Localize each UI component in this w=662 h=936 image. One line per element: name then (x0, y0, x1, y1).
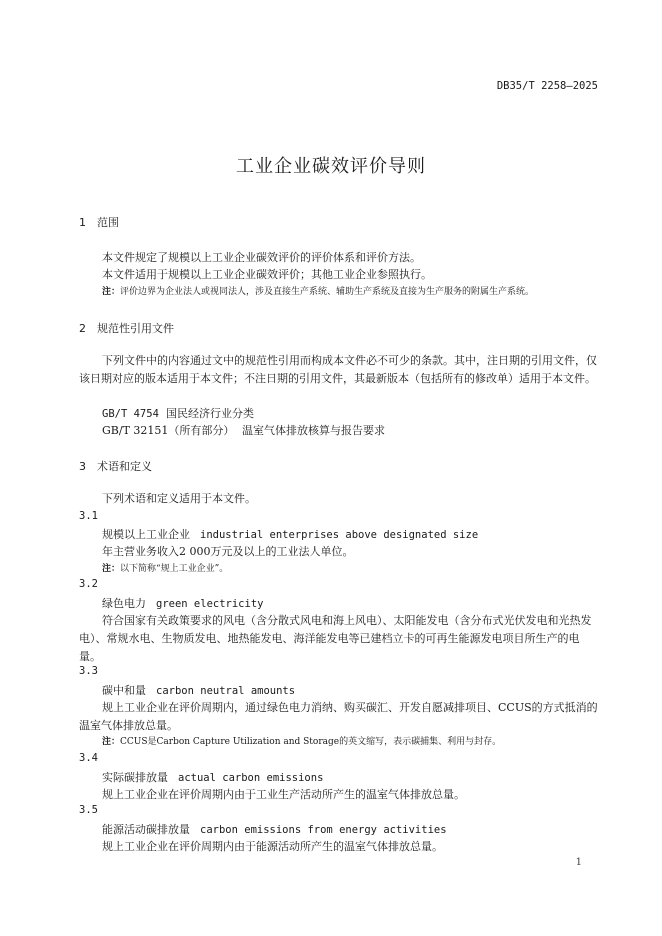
note-label: 注： (102, 287, 121, 297)
section-2-heading (79, 320, 174, 336)
term-number: 3.2 (79, 578, 98, 590)
term-zh: 绿色电力 (102, 597, 146, 610)
term-heading (102, 821, 447, 839)
note-label: 注： (102, 564, 121, 574)
term-en: carbon emissions from energy activities (200, 824, 447, 836)
term-zh: 实际碳排放量 (102, 771, 168, 784)
reference-title: 温室气体排放核算与报告要求 (242, 424, 385, 437)
document-number: DB35/T 2258—2025 (496, 80, 598, 92)
term-en: carbon neutral amounts (156, 685, 296, 697)
term-definition: 规上工业企业在评价周期内，通过绿色电力消纳、购买碳汇、开发自愿减排项目、CCUS的方式抵消的温室气体排放总量。 (79, 701, 598, 732)
term-definition: 年主营业务收入2 000万元及以上的工业法人单位。 (102, 545, 354, 558)
reference-code: GB/T 32151（所有部分） (102, 424, 235, 437)
term-zh: 能源活动碳排放量 (102, 823, 190, 836)
term-zh: 规模以上工业企业 (102, 528, 190, 541)
note-text: 评价边界为企业法人或视同法人，涉及直接生产系统、辅助生产系统及直接为生产服务的附属生产系统。 (120, 287, 535, 297)
term-definition: 符合国家有关政策要求的风电（含分散式风电和海上风电）、太阳能发电（含分布式光伏发电和光热发电）、常规水电、生物质发电、地热能发电、海洋能发电等已建档立卡的可再生能源发电项目所生产的电量。 (79, 614, 592, 663)
note (102, 735, 501, 749)
term-en: green electricity (156, 598, 264, 610)
term-en: industrial enterprises above designated size (200, 529, 479, 541)
term-heading (102, 595, 263, 613)
reference-code: GB/T 4754 (102, 408, 159, 420)
term-definition: 规上工业企业在评价周期内由于能源活动所产生的温室气体排放总量。 (102, 840, 443, 853)
section-title: 规范性引用文件 (97, 322, 174, 335)
paragraph: 本文件适用于规模以上工业企业碳效评价；其他工业企业参照执行。 (102, 268, 432, 281)
term-heading (102, 526, 478, 544)
section-title: 范围 (97, 216, 119, 229)
reference-item (102, 422, 385, 440)
note-text: CCUS是Carbon Capture Utilization and Storage的英文缩写，表示碳捕集、利用与封存。 (120, 737, 502, 747)
term-number: 3.1 (79, 510, 98, 522)
term-number: 3.4 (79, 752, 98, 764)
section-number: 3 (79, 460, 86, 473)
section-number: 1 (79, 216, 86, 229)
term-en: actual carbon emissions (178, 772, 324, 784)
reference-item (102, 405, 254, 423)
note-text: 以下简称“规上工业企业”。 (120, 564, 229, 574)
note (102, 562, 228, 576)
term-zh: 碳中和量 (102, 684, 146, 697)
paragraph: 下列文件中的内容通过文中的规范性引用而构成本文件必不可少的条款。其中，注日期的引用文件，仅该日期对应的版本适用于本文件；不注日期的引用文件，其最新版本（包括所有的修改单）适用于本文件。 (79, 354, 597, 385)
document-title: 工业企业碳效评价导则 (236, 156, 426, 177)
paragraph: 本文件规定了规模以上工业企业碳效评价的评价体系和评价方法。 (102, 251, 421, 264)
term-heading (102, 682, 295, 700)
term-heading (102, 769, 323, 787)
term-number: 3.5 (79, 804, 98, 816)
note (102, 285, 534, 299)
reference-title: 国民经济行业分类 (166, 407, 254, 420)
section-1-heading (79, 214, 119, 230)
section-title: 术语和定义 (97, 460, 152, 473)
paragraph: 下列术语和定义适用于本文件。 (102, 492, 256, 505)
page-number: 1 (575, 857, 582, 868)
section-number: 2 (79, 322, 86, 335)
term-number: 3.3 (79, 665, 98, 677)
term-definition: 规上工业企业在评价周期内由于工业生产活动所产生的温室气体排放总量。 (102, 788, 465, 801)
section-3-heading (79, 458, 152, 474)
note-label: 注： (102, 737, 121, 747)
